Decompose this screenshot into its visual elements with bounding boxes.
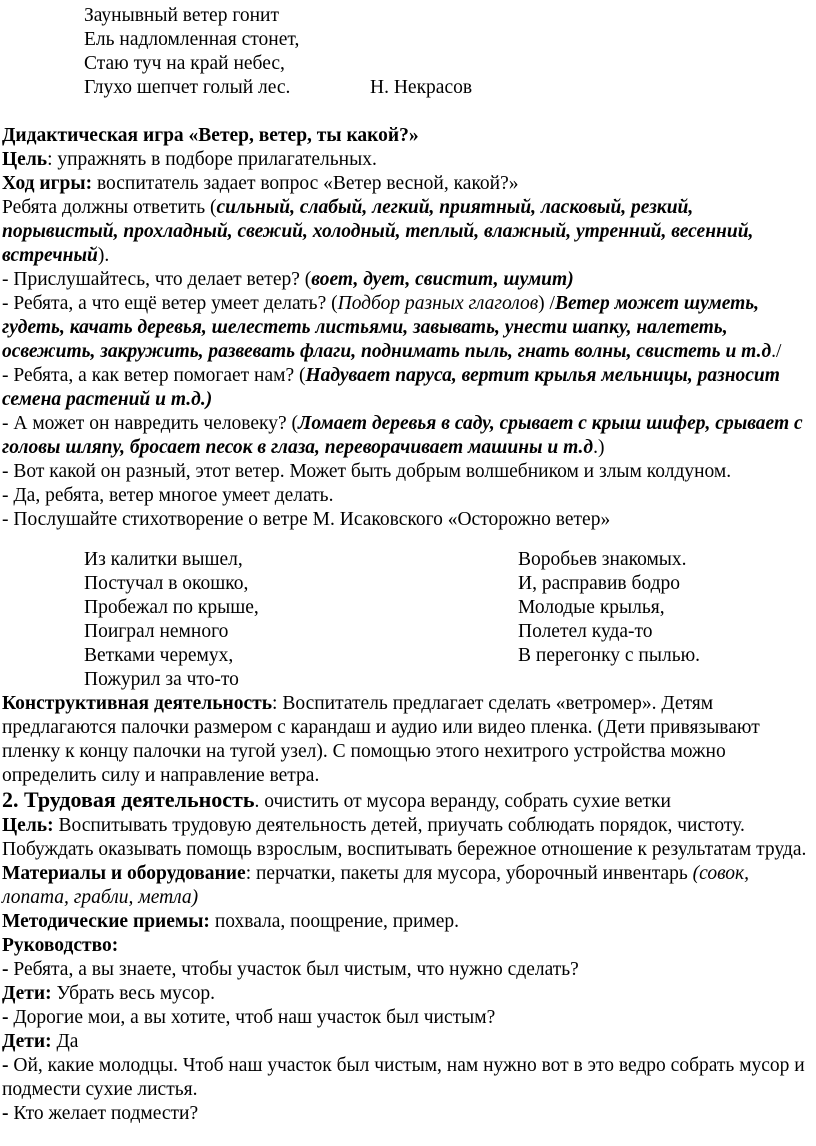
dialogue-text: Кто желает подмести? [8, 1103, 199, 1124]
poem-line: Ветками черемух, [84, 645, 234, 666]
poem-line: Глухо шепчет голый лес. [84, 77, 291, 98]
dialogue-line [2, 1030, 810, 1054]
poem-line: В перегонку с пылью. [518, 645, 701, 666]
poem-isakovsky-right [518, 548, 700, 668]
poem-isakovsky-left [84, 548, 259, 692]
poem-line: Ель надломленная стонет, [84, 29, 300, 50]
answer-paragraph [2, 196, 810, 268]
game-title: Дидактическая игра «Ветер, ветер, ты какой?» [2, 125, 419, 146]
dialogue-line [2, 1054, 810, 1102]
labor-heading-text: . очистить от мусора веранду, собрать сухие ветки [254, 791, 671, 812]
poem-line: Пожурил за что-то [84, 669, 239, 690]
course-text: воспитатель задает вопрос «Ветер весной, какой?» [92, 173, 519, 194]
labor-materials [2, 862, 810, 910]
poem-nekrasov [84, 4, 299, 100]
guide-label: Руководство: [2, 935, 119, 956]
answer-adjectives: сильный, слабый, легкий, приятный, ласковый, резкий, порывистый, прохладный, свежий, холодный, теплый, влажный, утренний, весенний, встречный [2, 197, 754, 266]
poem-line: Заунывный ветер гонит [84, 5, 279, 26]
q3-text: - Ребята, а как ветер помогает нам? ( [2, 365, 306, 386]
q4-close: .) [593, 437, 605, 458]
statement-1: - Вот какой он разный, этот ветер. Может быть добрым волшебником и злым колдуном. [2, 461, 732, 482]
dialogue-line [2, 1006, 810, 1030]
q1-answer: воет, дует, свистит, шумит) [311, 269, 574, 290]
q2-text: - Ребята, а что ещё ветер умеет делать? ( [2, 293, 338, 314]
dialogue-text: Дорогие мои, а вы хотите, чтоб наш участок был чистым? [8, 1007, 496, 1028]
dialogue-line [2, 958, 810, 982]
methods-text: похвала, поощрение, пример. [209, 911, 460, 932]
constructive-label: Конструктивная деятельность [2, 693, 273, 714]
poem-line: Из калитки вышел, [84, 549, 243, 570]
dash: - [2, 959, 9, 980]
labor-methods [2, 910, 810, 934]
q2-close: ./ [771, 341, 782, 362]
goal-label: Цель [2, 149, 48, 170]
poem-line: И, расправив бодро [518, 573, 680, 594]
answer-intro: Ребята должны ответить ( [2, 197, 217, 218]
q2-mid: ) / [538, 293, 555, 314]
labor-section [2, 788, 810, 1126]
q4-answer: Ломает деревья в саду, срывает с крыш шифер, срывает с головы шляпу, бросает песок в глаза, переворачивает машины и т.д [2, 413, 803, 458]
materials-label: Материалы и оборудование [2, 863, 246, 884]
kids-label: Дети: [2, 1031, 52, 1052]
statement-2: - Да, ребята, ветер многое умеет делать. [2, 485, 334, 506]
materials-italic: (совок, лопата, грабли, метла) [2, 863, 750, 908]
poem-line: Стаю туч на край небес, [84, 53, 285, 74]
dialogue-text: Убрать весь мусор. [51, 983, 215, 1004]
goal-text: : упражнять в подборе прилагательных. [47, 149, 377, 170]
constructive-text: : Воспитатель предлагает сделать «ветромер». Детям предлагаются палочки размером с карандаш и аудио или видео пленка. (Дети привязывают пленку к концу палочки на тугой узел). С помощью этого нехитрого устройства можно определить силу и направление ветра. [2, 693, 760, 786]
poem-author: Н. Некрасов [370, 77, 473, 98]
question-3 [2, 364, 810, 412]
dash: - [2, 1007, 9, 1028]
course-label: Ход игры: [2, 173, 93, 194]
poem-line: Полетел куда-то [518, 621, 653, 642]
labor-goal-text: Воспитывать трудовую деятельность детей, приучать соблюдать порядок, чистоту. Побуждать оказывать помощь взрослым, воспитывать бережное отношение к результатам труда. [2, 815, 807, 860]
poem-line: Поиграл немного [84, 621, 229, 642]
poem-line: Воробьев знакомых. [518, 549, 687, 570]
dialogue-text: Ой, какие молодцы. Чтоб наш участок был чистым, нам нужно вот в это ведро собрать мусор и подмести сухие листья. [2, 1055, 805, 1100]
labor-goal-label: Цель: [2, 815, 54, 836]
poem-line: Постучал в окошко, [84, 573, 249, 594]
methods-label: Методические приемы: [2, 911, 210, 932]
dash: - [2, 1055, 9, 1076]
question-2 [2, 292, 810, 364]
question-1 [2, 268, 810, 292]
dash: - [2, 1103, 9, 1124]
q2-hint: Подбор разных глаголов [337, 293, 539, 314]
q4-text: - А может он навредить человеку? ( [2, 413, 299, 434]
question-4 [2, 412, 810, 460]
constructive-section [2, 692, 810, 788]
answer-close: ). [97, 245, 110, 266]
dialogue-line [2, 1102, 810, 1126]
q2-answer: Ветер может шуметь, гудеть, качать деревья, шелестеть листьями, завывать, унести шапку, налететь, освежить, закружить, развевать флаги, поднимать пыль, гнать волны, свистеть и т.д [2, 293, 772, 362]
q1-text: - Прислушайтесь, что делает ветер? ( [2, 269, 312, 290]
game-goal [2, 148, 810, 172]
constructive-paragraph [2, 692, 810, 788]
q3-answer: Надувает паруса, вертит крылья мельницы, разносит семена растений и т.д.) [2, 365, 780, 410]
dialogue-text: Да [51, 1031, 79, 1052]
didactic-game-section [2, 124, 810, 532]
kids-label: Дети: [2, 983, 52, 1004]
materials-text: : перчатки, пакеты для мусора, уборочный инвентарь [245, 863, 693, 884]
labor-goal [2, 814, 810, 862]
dialogue-line [2, 982, 810, 1006]
labor-heading: 2. Трудовая деятельность [2, 787, 255, 812]
dialogue-text: Ребята, а вы знаете, чтобы участок был чистым, что нужно сделать? [8, 959, 579, 980]
labor-heading-line [2, 788, 810, 814]
poem-line: Пробежал по крыше, [84, 597, 259, 618]
statement-3: - Послушайте стихотворение о ветре М. Исаковского «Осторожно ветер» [2, 509, 611, 530]
game-course [2, 172, 810, 196]
poem-line: Молодые крылья, [518, 597, 665, 618]
